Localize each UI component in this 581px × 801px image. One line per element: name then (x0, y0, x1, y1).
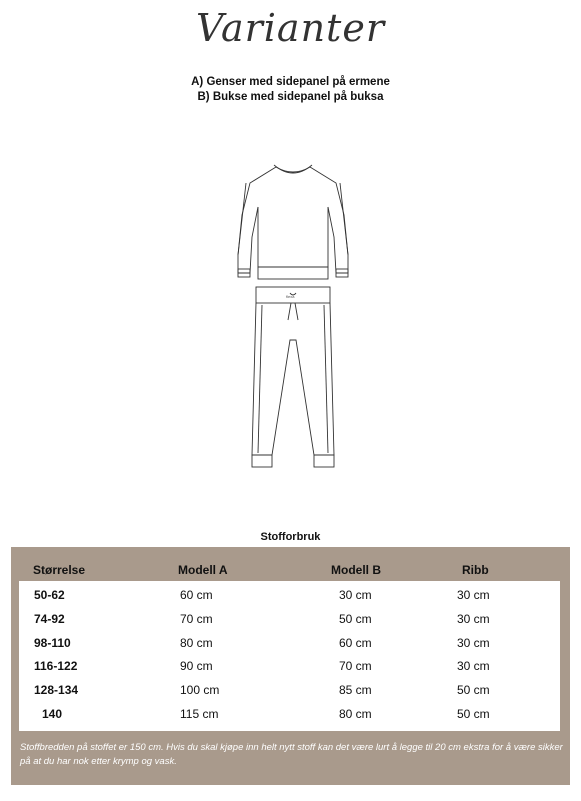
size-cell: 128-134 (34, 683, 79, 697)
header-model-b: Modell B (331, 563, 381, 577)
table-row (19, 588, 560, 608)
ribb-cell: 30 cm (457, 636, 490, 650)
model-b-cell: 80 cm (339, 707, 372, 721)
variant-a: A) Genser med sidepanel på ermene (191, 76, 390, 88)
model-b-cell: 50 cm (339, 612, 372, 626)
size-cell: 74-92 (34, 612, 65, 626)
size-cell: 98-110 (34, 636, 71, 650)
header-ribb: Ribb (462, 563, 489, 577)
variant-list (0, 75, 581, 105)
fabric-note: Stoffbredden på stoffet er 150 cm. Hvis du skal kjøpe inn helt nytt stoff kan det være lurt å legge til 20 cm ekstra for å være sikker på at du har nok etter krymp og vask. (20, 742, 563, 767)
pants-drawing (252, 287, 334, 467)
sweater-drawing (238, 165, 348, 279)
model-a-cell: 70 cm (180, 612, 213, 626)
waistband-label: flexa (286, 294, 295, 299)
model-b-cell: 60 cm (339, 636, 372, 650)
ribb-cell: 50 cm (457, 683, 490, 697)
fabric-table-panel (11, 547, 570, 785)
variant-b: B) Bukse med sidepanel på buksa (197, 91, 384, 103)
page-title: Varianter (196, 6, 385, 50)
table-row (19, 659, 560, 679)
ribb-cell: 30 cm (457, 659, 490, 673)
model-b-cell: 30 cm (339, 588, 372, 602)
model-b-cell: 85 cm (339, 683, 372, 697)
table-row (19, 612, 560, 632)
size-cell: 140 (42, 707, 63, 721)
ribb-cell: 50 cm (457, 707, 490, 721)
model-b-cell: 70 cm (339, 659, 372, 673)
size-cell: 116-122 (34, 659, 78, 673)
section-title: Stofforbruk (260, 531, 321, 543)
table-row (19, 636, 560, 656)
table-row (19, 683, 560, 703)
garment-illustration (228, 155, 358, 475)
table-header (11, 563, 570, 581)
size-cell: 50-62 (34, 588, 65, 602)
header-size: Størrelse (33, 563, 86, 577)
ribb-cell: 30 cm (457, 612, 490, 626)
table-row (19, 707, 560, 727)
model-a-cell: 80 cm (180, 636, 213, 650)
model-a-cell: 60 cm (180, 588, 213, 602)
model-a-cell: 90 cm (180, 659, 213, 673)
header-model-a: Modell A (178, 563, 228, 577)
ribb-cell: 30 cm (457, 588, 490, 602)
table-body (19, 581, 560, 731)
model-a-cell: 100 cm (180, 683, 220, 697)
model-a-cell: 115 cm (180, 707, 219, 721)
